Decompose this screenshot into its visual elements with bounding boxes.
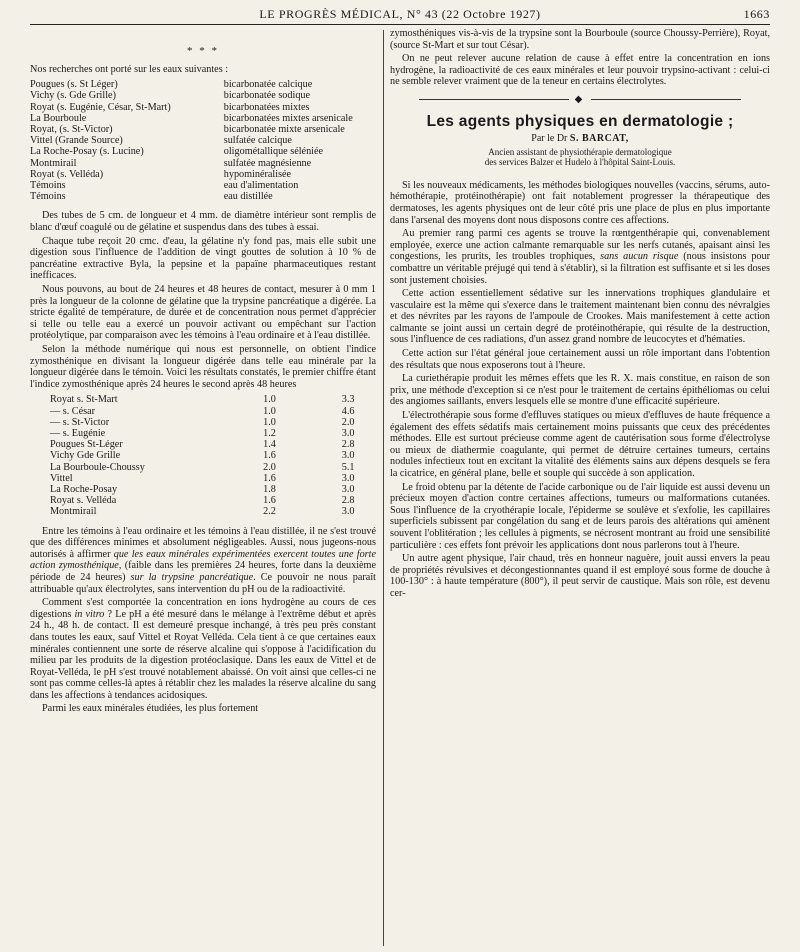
paragraph: Au premier rang parmi ces agents se trouve la rœntgenthérapie qui, convenablement employée, exerce une action calmante remarquable sur les nerfs cutanés, apaisant ainsi les congestions, les prurits, les troubles trophiques, sans aucun risque (nous insistons pour combattre un véritable préjugé qui tend à s'établir), si la filtration est suffisante et si les doses sont justement choisies. [390,228,770,286]
running-head [30,6,770,25]
spring-type: bicarbonatée sodique [223,90,311,102]
spring-type: bicarbonatées mixtes arsenicale [223,112,353,124]
table-row [30,146,376,157]
spring-type: bicarbonatées mixtes [223,101,310,113]
table-row [50,406,354,417]
paragraph: Nos recherches ont porté sur les eaux suivantes : [30,63,229,75]
index-24h: 1.2 [263,427,276,439]
right-column [390,28,770,602]
paragraph: Nous pouvons, au bout de 24 heures et 48 heures de contact, mesurer à 0 mm 1 près la longueur de la colonne de gélatine que la trypsine pancréatique a digérée. La stricte égalité de température, de durée et de concentration nous permet d'apprécier si telle ou telle eau a exercé un pouvoir activant ou empêchant sur l'action protéolytique, par comparaison avec les témoins à l'eau ordinaire et à l'eau distillée. [30,283,376,342]
paragraph: Un autre agent physique, l'air chaud, très en honneur naguère, jouit aussi envers la peau de propriétés révulsives et décongestionnantes quand il est employé sous forme de douche à 100-130° : à haute température (800°), il peut servir de caustique. Mais son rôle, est devenu cer- [390,553,770,599]
paragraph: Entre les témoins à l'eau ordinaire et les témoins à l'eau distillée, il ne s'est trouvé que des différences minimes et absolument négligeables. Aussi, nous jugeons-nous autorisés à affirmer que les eaux minérales expérimentées exercent toutes une forte action zymosthénique, (faible dans les premières 24 heures, forte dans la deuxième période de 24 heures) sur la trypsine pancréatique. Ce pouvoir ne nous paraît attribuable qu'aux électrolytes, sans intervention du pH ou de la radioactivité. [30,525,376,595]
paragraph: Chaque tube reçoit 20 cmc. d'eau, la gélatine n'y fond pas, mais elle subit une digestion sous l'influence de l'addition de vingt gouttes de solution à 10 % de pancréatine extractive Byla, la pepsine et la papaïne pharmaceutiques restant inefficaces. [30,235,376,282]
spring-type: eau distillée [223,191,273,203]
index-48h: 2.8 [341,495,355,507]
spring-name: Montmirail [30,157,77,169]
column-divider [383,30,384,946]
spring-type: hypominéralisée [223,168,292,180]
table-row [50,428,354,439]
spring-type: oligométallique séléniée [223,146,324,158]
index-48h: 3.0 [341,427,355,439]
byline: Par le Dr S. BARCAT, [531,133,629,145]
table-row [30,169,376,180]
section-separator: ◆ [390,94,770,106]
spring-type: sulfatée magnésienne [223,157,312,169]
paragraph: La curiethérapie produit les mêmes effets que les R. X. mais constitue, en raison de son prix, une méthode d'exception si ce n'est pour le traitement de certains épithéliomas ou celui des angiomes saillants, envers lesquels elle se montre d'une efficacité supérieure. [390,373,770,408]
spring-type: bicarbonatée mixte arsenicale [223,124,345,135]
results-table [50,394,354,517]
index-24h: 1.0 [263,394,276,406]
spring-type: bicarbonatée calcique [223,79,313,91]
paragraph: Des tubes de 5 cm. de longueur et 4 mm. de diamètre intérieur sont remplis de blanc d'œuf coagulé ou de gélatine et suspendus dans des tubes à essai. [30,210,376,234]
index-24h: 1.6 [263,472,276,484]
spring-name: La Bourboule [30,112,87,124]
paragraph: Selon la méthode numérique qui nous est personnelle, on obtient l'indice zymosthénique en divisant la longueur digérée dans telle eau minérale par la longueur digérée dans le témoin. Voici les résultats constatés, le premier chiffre étant l'indice zymosthénique après 24 heures le second après 48 heures [30,343,376,390]
table-row [30,135,376,146]
paragraph: Comment s'est comportée la concentration en ions hydrogène au cours de ces digestions in vitro ? Le pH a été mesuré dans le mélange à l'extrême début et après 24 h., 48 h. de contact. Il est demeuré presque inchangé, à très peu près constant dans toutes les eaux, sauf Vittel et Royat Velléda. Cela tient à ce que certaines eaux minérales contiennent une sorte de réserve alcaline qui s'oppose à l'acidification du milieu par les produits de la digestion protéoclasique. Dans les eaux de Vittel et de Royat-Velléda, le pH s'est trouvé notablement abaissé. On voit ainsi que celles-ci ne sont pas comme celles-là aptes à rétablir chez les malades la réserve alcaline du sang dans les affections à tendances acidosiques. [30,597,376,701]
table-row [50,450,354,461]
spring-name: Témoins [30,180,66,192]
index-48h: 3.0 [341,472,355,484]
spring-name: Royat s. Velléda [50,495,117,507]
author-affiliation: Ancien assistant de physiothérapie dermatologique des services Balzer et Hudelo à l'hôpital Saint-Louis. [484,146,676,168]
table-row [50,473,354,484]
spring-name: Royat (s. Velléda) [30,168,104,180]
asterism: * * * [187,45,219,57]
index-24h: 1.6 [263,495,276,507]
spring-name: La Roche-Posay [50,483,118,495]
table-row [30,124,376,135]
table-row [30,180,376,191]
index-24h: 1.4 [263,439,276,451]
index-48h: 3.3 [341,394,355,406]
spring-name: — s. Eugénie [50,427,106,439]
paragraph: On ne peut relever aucune relation de cause à effet entre la concentration en ions hydrogène, la radioactivité de ces eaux minérales et leur pouvoir trypsino-activant : celui-ci ne semble relever vraiment que de la teneur en certains électrolytes. [390,53,770,88]
spring-name: La Bourboule-Choussy [50,461,145,473]
springs-table [30,79,376,202]
spring-name: Royat (s. Eugénie, César, St-Mart) [30,101,171,113]
index-24h: 1.6 [263,450,276,462]
spring-name: Pougues St-Léger [50,439,123,451]
index-48h: 3.0 [341,450,355,462]
spring-name: — s. St-Victor [50,416,110,428]
table-row [30,102,376,113]
journal-title: LE PROGRÈS MÉDICAL, N° 43 (22 Octobre 1927) [259,7,541,21]
spring-name: Vichy (s. Gde Grille) [30,90,116,102]
spring-name: Montmirail [50,506,97,518]
index-48h: 3.0 [341,506,355,518]
paragraph: Cette action sur l'état général joue certainement aussi un rôle important dans l'obtention des résultats que nous exposerons tout à l'heure. [390,348,770,371]
index-24h: 1.0 [263,416,276,428]
index-48h: 5.1 [341,461,355,473]
table-row [30,79,376,90]
index-24h: 2.0 [263,461,276,473]
table-row [50,506,354,517]
paragraph: L'électrothérapie sous forme d'effluves statiques ou mieux d'effluves de haute fréquence a également des effets sédatifs mais certainement moins puissants que ceux des précédentes méthodes. Elle est surtout précieuse comme agent de cautérisation sous forme d'électrolyse ou mieux de diathermie coagulante, qui permet de détruire certaines tumeurs, certains nodules infectieux tout en excitant la vitalité des éléments sains aux dépens desquels se fera la cicatrice, en général plane, belle et souple qui succède à son application. [390,410,770,479]
spring-type: eau d'alimentation [223,180,299,192]
paragraph: zymosthéniques vis-à-vis de la trypsine sont la Bourboule (source Choussy-Perrière), Royat, (source St-Mart et sur tout César). [390,28,770,51]
spring-name: Royat, (s. St-Victor) [30,124,113,135]
spring-name: Pougues (s. St Léger) [30,79,118,91]
left-column [30,28,376,717]
paragraph: Cette action essentiellement sédative sur les innervations trophiques glandulaire et vasculaire est la même qui s'exerce dans le traitement maintenant bien connu des névralgies et des névrites par les rayons de l'ampoule de Crookes. Mais manifestement à cette action calmante se joint aussi un certain degré de protéinothérapie, qui résulte de la destruction, sous l'influence de ces radiations, d'un assez grand nombre de leucocytes et d'hématies. [390,288,770,346]
paragraph: Parmi les eaux minérales étudiées, les plus fortement [42,703,259,715]
table-row [50,462,354,473]
spring-name: Vittel (Grande Source) [30,135,123,147]
table-row [50,394,354,405]
table-row [50,484,354,495]
spring-type: sulfatée calcique [223,135,292,147]
spring-name: Royat s. St-Mart [50,394,118,406]
index-48h: 3.0 [341,483,355,495]
index-48h: 4.6 [341,405,355,417]
index-24h: 1.0 [263,405,276,417]
spring-name: — s. César [50,405,95,417]
spring-name: La Roche-Posay (s. Lucine) [30,146,144,158]
index-24h: 2.2 [263,506,276,518]
index-48h: 2.8 [341,439,355,451]
table-row [50,439,354,450]
table-row [50,495,354,506]
spring-name: Vichy Gde Grille [50,450,121,462]
table-row [30,90,376,101]
table-row [30,113,376,124]
table-row [30,158,376,169]
index-24h: 1.8 [263,483,276,495]
article-title: Les agents physiques en dermatologie ; [426,112,734,130]
page-number: 1663 [743,7,770,21]
paragraph: Le froid obtenu par la détente de l'acide carbonique ou de l'air liquide est aussi devenu un précieux moyen d'action contre certaines affections, tumeurs ou malformations cutanées. Sous l'influence de la cryothérapie locale, l'épiderme se soulève et s'exfolie, les capillaires superficiels subissent par congélation du sang et de leurs parois des altérations qui amènent souvent l'oblitération ; les cellules à pigments, se nécrosent montrant au froid une sensibilité particulière : ces effets font prévoir les applications dont nous parlerons tout à l'heure. [390,481,770,551]
index-48h: 2.0 [341,416,355,428]
paragraph: Si les nouveaux médicaments, les méthodes biologiques nouvelles (vaccins, sérums, auto-hémothérapie, protéinothérapie) ont fait notablement progresser la thérapeutique des dermatoses, les agents physiques ont de leur côté pris une place de plus en plus importante dans l'arsenal des moyens dont nous disposons contre ces affections. [390,179,770,226]
table-row [30,191,376,202]
spring-name: Témoins [30,191,66,203]
spring-name: Vittel [50,472,73,484]
table-row [50,417,354,428]
